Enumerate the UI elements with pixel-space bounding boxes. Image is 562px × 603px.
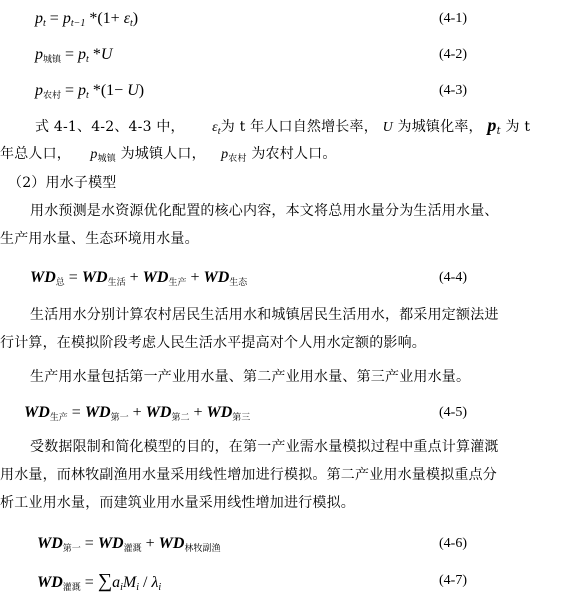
formula-4-6: $WD_{第一} = WD_{灌溉} + WD_{林牧副渔}$	[37, 535, 221, 554]
equation-4-4	[0, 263, 562, 293]
formula-4-5: $WD_{生产} = WD_{第一} + WD_{第二} + WD_{第三}$	[24, 404, 251, 423]
equation-4-7	[0, 566, 562, 596]
equation-4-5	[0, 398, 562, 428]
equation-number: (4-6)	[439, 536, 467, 551]
equation-4-6	[0, 529, 562, 559]
equation-number: (4-1)	[439, 11, 467, 26]
equation-number: (4-5)	[439, 405, 467, 420]
formula-4-7: $WD_{灌溉} = \sum a_iM_i / \lambda_i$	[37, 570, 162, 593]
equation-number: (4-7)	[439, 573, 467, 588]
equation-4-2	[0, 40, 562, 70]
equation-number: (4-4)	[439, 270, 467, 285]
equation-4-3	[0, 76, 562, 106]
formula-4-1: $p_t = p_{t-1}$ $*(1+ \varepsilon_t)$	[35, 10, 139, 29]
equation-number: (4-3)	[439, 83, 467, 98]
formula-4-3: $p_{农村} = p_t$ *(1− U)	[35, 82, 145, 101]
formula-4-2: $p_{城镇} = p_t$ *U	[35, 46, 113, 65]
formula-4-4: $WD_总 = WD_{生活} + WD_{生产} + WD_{生态}$	[30, 269, 248, 288]
equation-4-1	[0, 4, 562, 34]
equation-number: (4-2)	[439, 47, 467, 62]
